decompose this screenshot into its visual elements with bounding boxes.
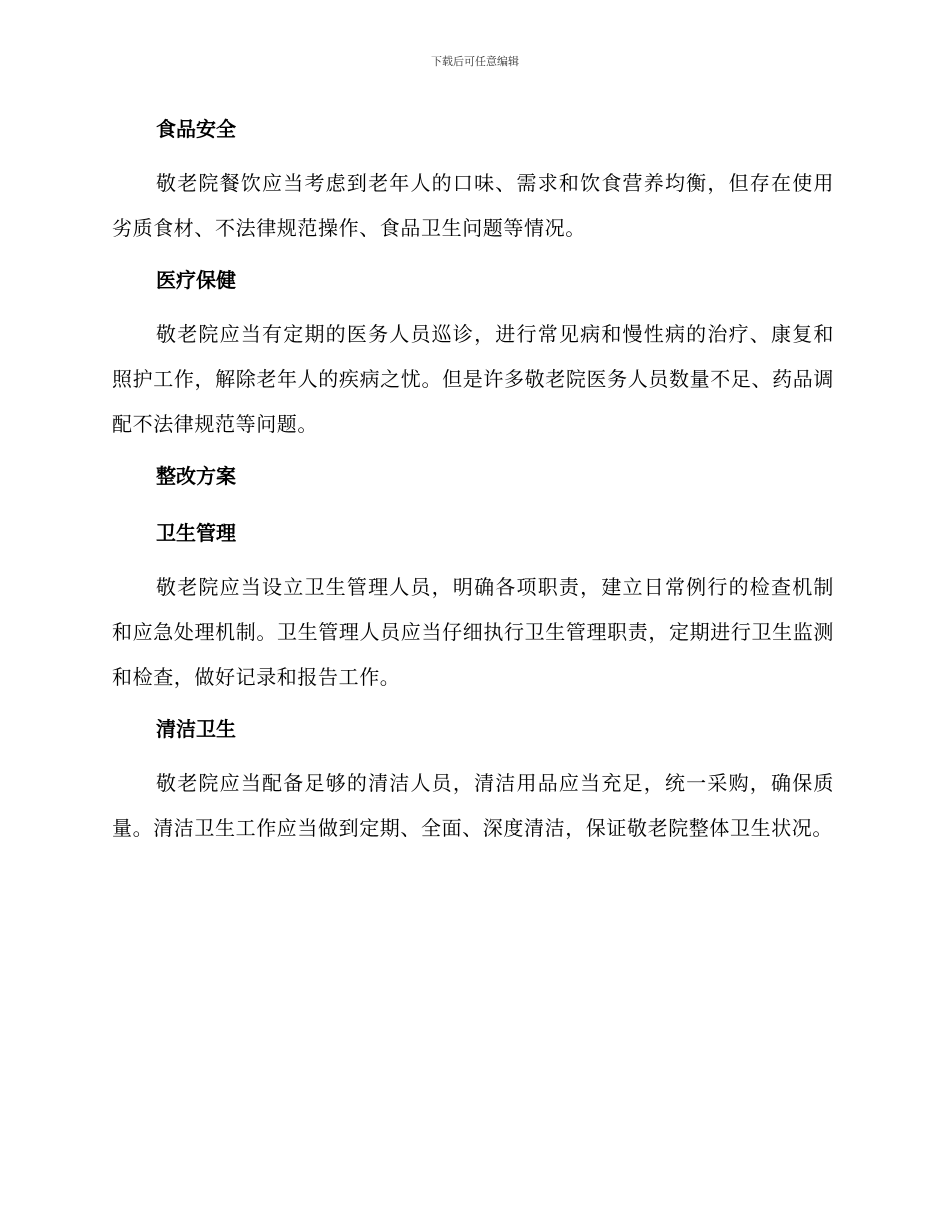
header-note: 下载后可任意编辑 bbox=[431, 55, 519, 68]
heading-food-safety: 食品安全 bbox=[156, 117, 236, 141]
heading-cleaning: 清洁卫生 bbox=[156, 717, 236, 741]
document-body bbox=[112, 110, 834, 851]
paragraph-food-safety: 敬老院餐饮应当考虑到老年人的口味、需求和饮食营养均衡，但存在使用劣质食材、不法律规范操作、食品卫生问题等情况。 bbox=[112, 171, 834, 240]
paragraph-hygiene-management: 敬老院应当设立卫生管理人员，明确各项职责，建立日常例行的检查机制和应急处理机制。卫生管理人员应当仔细执行卫生管理职责，定期进行卫生监测和检查，做好记录和报告工作。 bbox=[112, 575, 834, 689]
paragraph-medical-care: 敬老院应当有定期的医务人员巡诊，进行常见病和慢性病的治疗、康复和照护工作，解除老年人的疾病之忧。但是许多敬老院医务人员数量不足、药品调配不法律规范等问题。 bbox=[112, 322, 834, 436]
heading-medical-care: 医疗保健 bbox=[156, 268, 236, 292]
heading-hygiene-management: 卫生管理 bbox=[156, 521, 236, 545]
heading-rectification-plan: 整改方案 bbox=[156, 464, 236, 488]
paragraph-cleaning: 敬老院应当配备足够的清洁人员，清洁用品应当充足，统一采购，确保质量。清洁卫生工作应当做到定期、全面、深度清洁，保证敬老院整体卫生状况。 bbox=[112, 771, 834, 840]
